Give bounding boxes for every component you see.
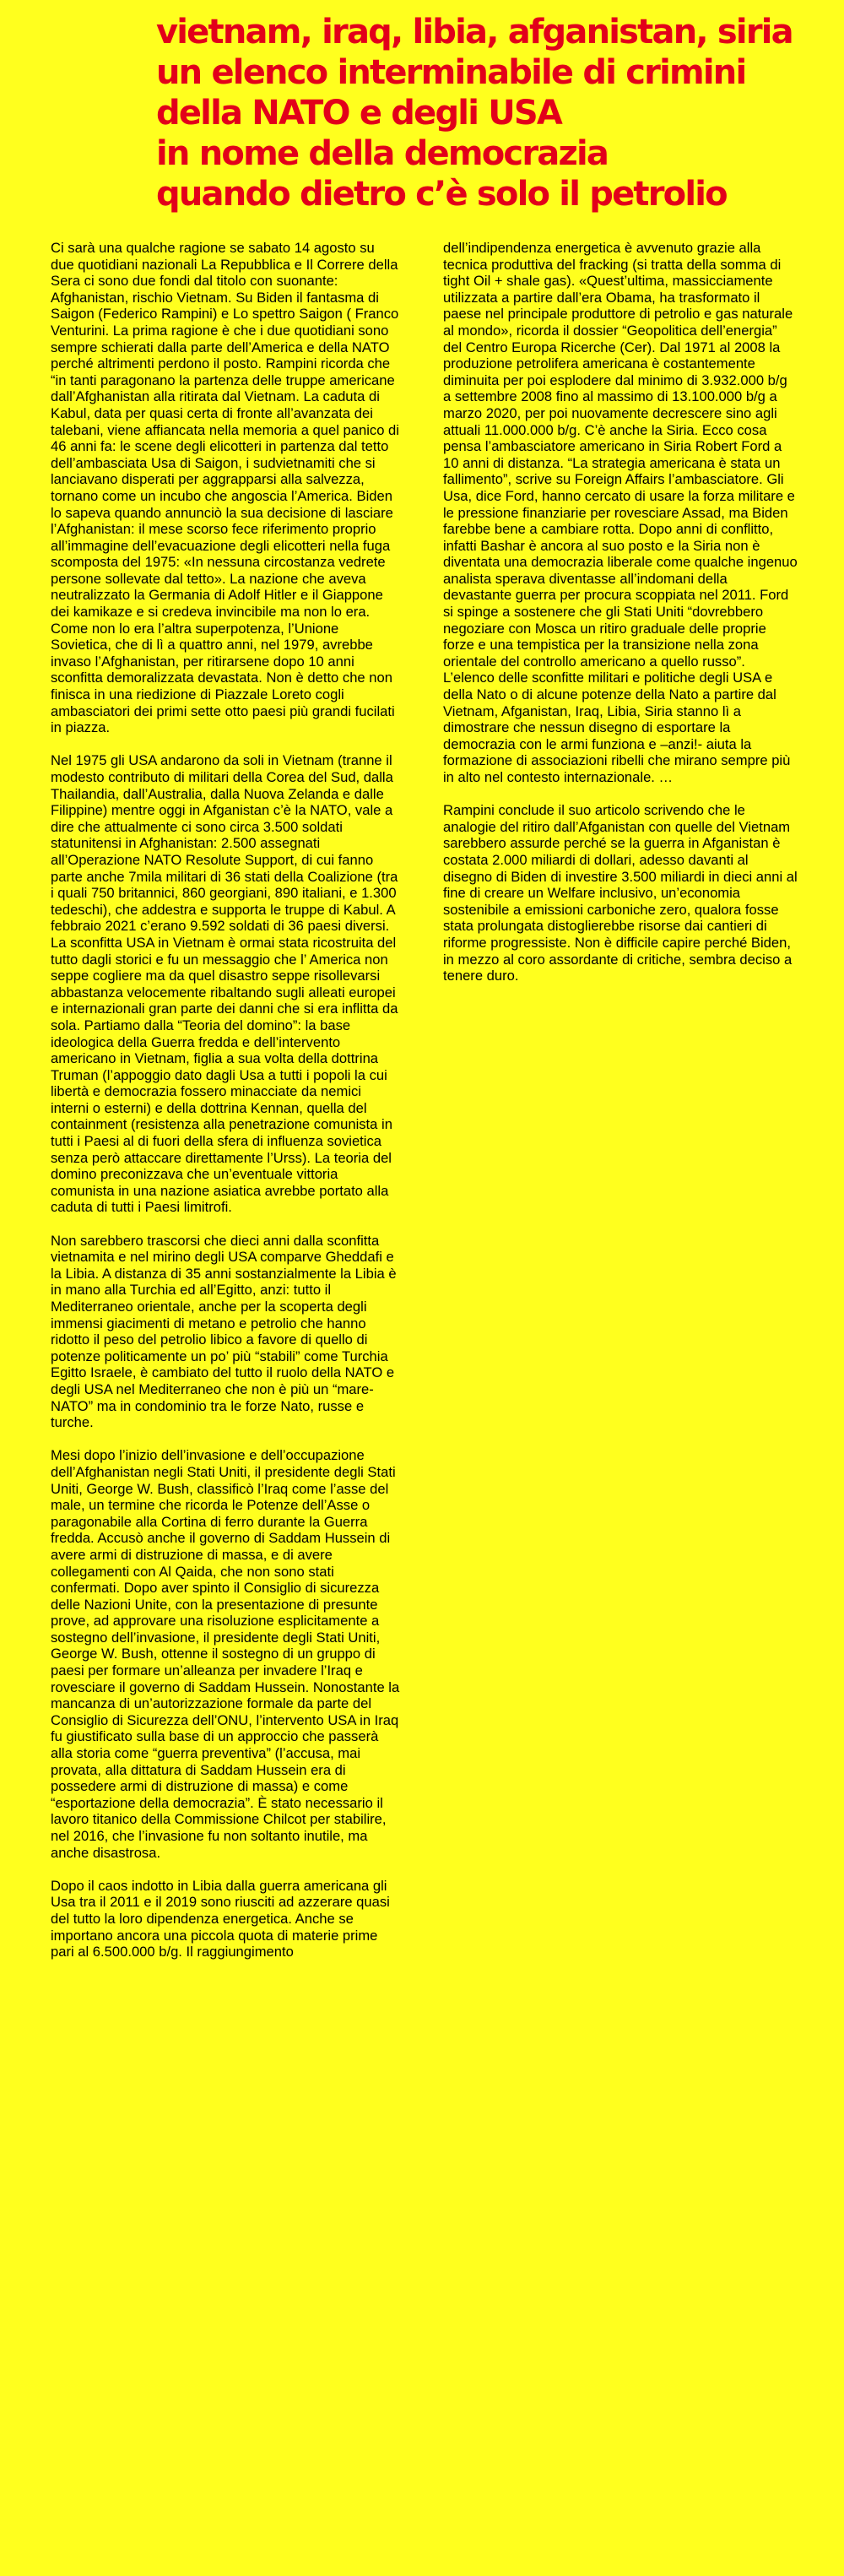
article-left-column: [51, 240, 401, 1960]
paragraph-gap: [51, 1431, 401, 1448]
paragraph: Rampini conclude il suo articolo scrivendo che le analogie del ritiro dall’Afganistan con quelle del Vietnam sarebbero assurde perché se la guerra in Afganistan è costata 2.000 miliardi di dollari, adesso davanti al disegno di Biden di investire 3.500 miliardi in dieci anni al fine di creare un Welfare inclusivo, un’economia sostenibile a emissioni carboniche zero, qualora fosse stata prolungata distoglierebbe risorse dai cantieri di riforme progressiste. Non è difficile capire perché Biden, in mezzo al coro assordante di critiche, sembra deciso a tenere duro.: [443, 802, 798, 984]
paragraph: Ci sarà una qualche ragione se sabato 14 agosto su due quotidiani nazionali La Repubblica e Il Correre della Sera ci sono due fondi dal titolo con suonante: Afghanistan, rischio Vietnam. Su Biden il fantasma di Saigon (Federico Rampini) e Lo spettro Saigon ( Franco Venturini. La prima ragione è che i due quotidiani sono sempre schierati dalla parte dell’America e della NATO perché altrimenti perdono il posto. Rampini ricorda che “in tanti paragonano la partenza delle truppe americane dall’Afghanistan alla ritirata dal Vietnam. La caduta di Kabul, data per quasi certa di fronte all’avanzata dei talebani, viene affiancata nella memoria a quel panico di 46 anni fa: le scene degli elicotteri in partenza dal tetto dell’ambasciata Usa di Saigon, i sudvietnamiti che si lanciavano disperati per aggrapparsi alla salvezza, tornano come un incubo che angoscia l’America. Biden lo sapeva quando annunciò la sua decisione di lasciare l’Afghanistan: il mese scorso fece riferimento proprio all’immagine dell’evacuazione degli elicotteri nella fuga scomposta del 1975: «In nessuna circostanza vedrete persone sollevate dal tetto». La nazione che aveva neutralizzato la Germania di Adolf Hitler e il Giappone dei kamikaze e si credeva invincibile ma non lo era. Come non lo era l’altra superpotenza, l’Unione Sovietica, che di lì a quattro anni, nel 1979, avrebbe invaso l’Afghanistan, per ritirarsene dopo 10 anni sconfitta demoralizzata devastata. Non è detto che non finisca in una riedizione di Piazzale Loreto cogli ambasciatori dei primi sette otto paesi più grandi fucilati in piazza.: [51, 240, 399, 736]
headline-line-4: in nome della democrazia: [156, 134, 609, 173]
paragraph-gap: [443, 786, 798, 803]
paragraph-gap: [51, 1216, 401, 1233]
paragraph-gap: [51, 736, 401, 753]
paragraph: Non sarebbero trascorsi che dieci anni dalla sconfitta vietnamita e nel mirino degli USA comparve Gheddafi e la Libia. A distanza di 35 anni sostanzialmente la Libia è in mano alla Turchia ed all’Egitto, anzi: tutto il Mediterraneo orientale, anche per la scoperta degli immensi giacimenti di metano e petrolio che hanno ridotto il peso del petrolio libico a favore di quello di potenze politicamente un po’ più “stabili” come Turchia Egitto Israele, è cambiato del tutto il ruolo della NATO e degli USA nel Mediterraneo che non è più un “mare-NATO” ma in condominio tra le forze Nato, russe e turche.: [51, 1232, 397, 1431]
headline-line-3: della NATO e degli USA: [156, 94, 562, 133]
paragraph: dell’indipendenza energetica è avvenuto grazie alla tecnica produttiva del fracking (si tratta della somma di tight Oil + shale gas). «Quest’ultima, massicciamente utilizzata a partire dall’era Obama, ha trasformato il paese nel principale produttore di petrolio e gas naturale al mondo», ricorda il dossier “Geopolitica dell’energia” del Centro Europa Ricerche (Cer). Dal 1971 al 2008 la produzione petrolifera americana è costantemente diminuita per poi esplodere dal minimo di 3.932.000 b/g a settembre 2008 fino al massimo di 13.100.000 b/g a marzo 2020, per poi nuovamente decrescere sino agli attuali 11.000.000 b/g. C’è anche la Siria. Ecco cosa pensa l’ambasciatore americano in Siria Robert Ford a 10 anni di distanza. “La strategia americana è stata un fallimento”, scrive su Foreign Affairs l’ambasciatore. Gli Usa, dice Ford, hanno cercato di usare la forza militare e le pressione finanziarie per rovesciare Assad, ma Biden farebbe bene a cambiare rotta. Dopo anni di conflitto, infatti Bashar è ancora al suo posto e la Siria non è diventata una democrazia liberale come qualche ingenuo analista sperava diventasse all’indomani della devastante guerra per procura scoppiata nel 2011. Ford si spinge a sostenere che gli Stati Uniti “dovrebbero negoziare con Mosca un ritiro graduale delle proprie forze e una tempistica per la transizione nella zona orientale del controllo americano a quello russo”. L’elenco delle sconfitte militari e politiche degli USA e della Nato o di alcune potenze della Nato a partire dal Vietnam, Afganistan, Iraq, Libia, Siria stanno lì a dimostrare che nessun disegno di esportare la democrazia con le armi funziona e –anzi!- aiuta la formazione di associazioni ribelli che mirano sempre più in alto nel contesto internazionale. …: [443, 240, 798, 785]
paragraph: Nel 1975 gli USA andarono da soli in Vietnam (tranne il modesto contributo di militari della Corea del Sud, dalla Thailandia, dall’Australia, dalla Nuova Zelanda e dalle Filippine) mentre oggi in Afganistan c’è la NATO, vale a dire che attualmente ci sono circa 3.500 soldati statunitensi in Afghanistan: 2.500 assegnati all’Operazione NATO Resolute Support, di cui fanno parte anche 7mila militari di 36 stati della Coalizione (tra i quali 750 britannici, 860 georgiani, 890 italiani, e 1.300 tedeschi), che addestra e supporta le truppe di Kabul. A febbraio 2021 c’erano 9.592 soldati di 36 paesi diversi. La sconfitta USA in Vietnam è ormai stata ricostruita del tutto dagli storici e fu un messaggio che l’ America non seppe cogliere ma da quel disastro seppe risollevarsi abbastanza velocemente ribaltando sugli alleati europei e internazionali gran parte dei danni che si era inflitta da sola. Partiamo dalla “Teoria del domino”: la base ideologica della Guerra fredda e dell’intervento americano in Vietnam, figlia a sua volta della dottrina Truman (l’appoggio dato dagli Usa a tutti i popoli la cui libertà e democrazia fossero minacciate da nemici interni o esterni) e della dottrina Kennan, quella del containment (resistenza alla penetrazione comunista in tutti i Paesi al di fuori della sfera di influenza sovietica senza però attaccare direttamente l’Urss). La teoria del domino preconizzava che un’eventuale vittoria comunista in una nazione asiatica avrebbe portato alla caduta di tutti i Paesi limitrofi.: [51, 752, 398, 1216]
paragraph-gap: [51, 1861, 401, 1878]
headline-line-1: vietnam, iraq, libia, afganistan, siria: [156, 13, 793, 52]
paragraph: Mesi dopo l’inizio dell’invasione e dell’occupazione dell’Afghanistan negli Stati Uniti, il presidente degli Stati Uniti, George W. Bush, classificò l’Iraq come l’asse del male, un termine che ricorda le Potenze dell’Asse o paragonabile alla Cortina di ferro durante la Guerra fredda. Accusò anche il governo di Saddam Hussein di avere armi di distruzione di massa, e di avere collegamenti con Al Qaida, che non sono stati confermati. Dopo aver spinto il Consiglio di sicurezza delle Nazioni Unite, con la presentazione di presunte prove, ad approvare una risoluzione esplicitamente a sostegno dell’invasione, il presidente degli Stati Uniti, George W. Bush, ottenne il sostegno di un gruppo di paesi per formare un’alleanza per invadere l’Iraq e rovesciare il governo di Saddam Hussein. Nonostante la mancanza di un’autorizzazione formale da parte del Consiglio di Sicurezza dell’ONU, l’intervento USA in Iraq fu giustificato sulla base di un approccio che passerà alla storia come “guerra preventiva” (l’accusa, mai provata, alla dittatura di Saddam Hussein era di possedere armi di distruzione di massa) e come “esportazione della democrazia”. È stato necessario il lavoro titanico della Commissione Chilcot per stabilire, nel 2016, che l’invasione fu non soltanto inutile, ma anche disastrosa.: [51, 1447, 400, 1861]
headline: [156, 12, 831, 214]
headline-line-2: un elenco interminabile di crimini: [156, 53, 746, 92]
headline-line-5: quando dietro c’è solo il petrolio: [156, 175, 727, 214]
paragraph: Dopo il caos indotto in Libia dalla guerra americana gli Usa tra il 2011 e il 2019 sono riusciti ad azzerare quasi del tutto la loro dipendenza energetica. Anche se importano ancora una piccola quota di materie prime pari al 6.500.000 b/g. Il raggiungimento: [51, 1877, 390, 1960]
article-right-column: [443, 240, 798, 984]
